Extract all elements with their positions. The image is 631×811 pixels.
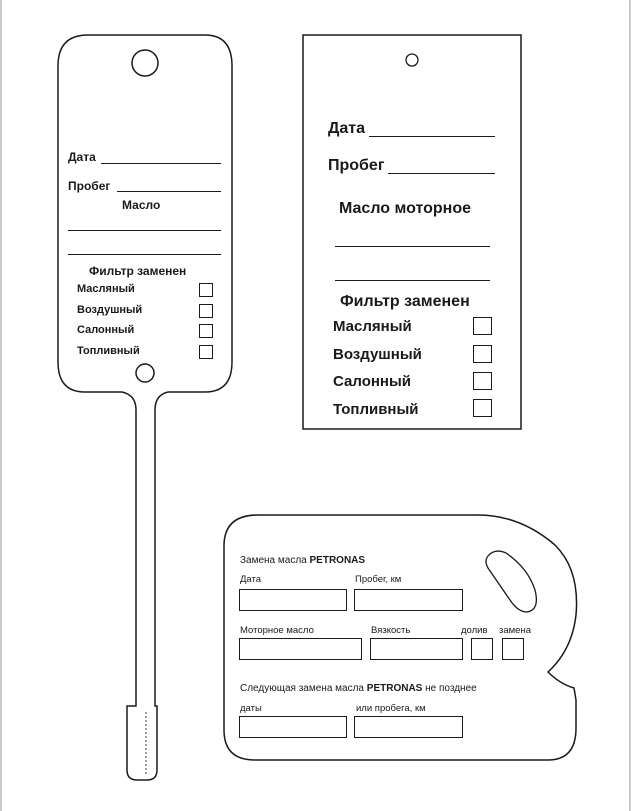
tag3-title-prefix: Замена масла	[240, 555, 307, 566]
tag1-filter-cabin-label: Салонный	[77, 324, 135, 336]
tag3-brand: PETRONAS	[309, 555, 366, 566]
tag3-title	[240, 556, 365, 566]
tag1-date-label: Дата	[68, 150, 96, 164]
tag1-filter-oil-label: Масляный	[77, 283, 135, 295]
tag2-filter-fuel-label: Топливный	[333, 401, 419, 418]
tag3-next-date-label: даты	[240, 703, 262, 714]
tag3-motor-oil-field[interactable]	[239, 638, 362, 660]
tag3-date-field[interactable]	[239, 589, 347, 611]
tag3-mileage-field[interactable]	[354, 589, 463, 611]
tag1-oil-line-1[interactable]	[68, 230, 221, 231]
tag1-mileage-line[interactable]	[117, 191, 221, 192]
tag3-next-title	[240, 684, 477, 694]
tag1-filter-air-label: Воздушный	[77, 304, 143, 316]
tag3-topup-label: долив	[461, 625, 488, 636]
tag3-next-mileage-label: или пробега, км	[356, 703, 426, 714]
tag2-filter-fuel-checkbox[interactable]	[473, 399, 492, 417]
tag1-filter-fuel-label: Топливный	[77, 345, 140, 357]
tag3-mileage-label: Пробег, км	[355, 574, 402, 585]
tag3-viscosity-label: Вязкость	[371, 625, 411, 636]
tag3-motor-oil-label: Моторное масло	[240, 625, 314, 636]
tag1-bottom-hole	[136, 364, 154, 382]
tag2-filter-title: Фильтр заменен	[340, 293, 470, 310]
tag1-top-hole	[132, 50, 158, 76]
tag3-date-label: Дата	[240, 574, 262, 585]
tag2-oil-line-1[interactable]	[335, 246, 490, 247]
tag2-mileage-line[interactable]	[388, 173, 495, 174]
tag2-outline	[303, 35, 521, 429]
tag2-filter-oil-checkbox[interactable]	[473, 317, 492, 335]
tag3-replace-label: замена	[499, 625, 531, 636]
tag1-filter-air-checkbox[interactable]	[199, 304, 213, 318]
tag2-hole	[406, 54, 418, 66]
tag3-replace-checkbox[interactable]	[502, 638, 524, 660]
tag1-filter-title: Фильтр заменен	[89, 264, 187, 278]
tag2-oil-line-2[interactable]	[335, 280, 490, 281]
tag2-oil-label: Масло моторное	[339, 200, 471, 217]
tag1-oil-label: Масло	[122, 198, 161, 212]
tag1-filter-oil-checkbox[interactable]	[199, 283, 213, 297]
tag2-filter-oil-label: Масляный	[333, 318, 412, 335]
tag3-next-brand: PETRONAS	[366, 683, 423, 694]
tag1-date-line[interactable]	[101, 163, 221, 164]
tag1-oil-line-2[interactable]	[68, 254, 221, 255]
tag3-viscosity-field[interactable]	[370, 638, 463, 660]
tag2-filter-cabin-label: Салонный	[333, 373, 412, 390]
tag2-date-line[interactable]	[369, 136, 495, 137]
tag3-topup-checkbox[interactable]	[471, 638, 493, 660]
tag3-next-prefix: Следующая замена масла	[240, 683, 364, 694]
tag1-filter-cabin-checkbox[interactable]	[199, 324, 213, 338]
tag3-next-mileage-field[interactable]	[354, 716, 463, 738]
tag2-filter-cabin-checkbox[interactable]	[473, 372, 492, 390]
tag2-filter-air-label: Воздушный	[333, 346, 422, 363]
tag2-date-label: Дата	[328, 120, 366, 137]
tag1-filter-fuel-checkbox[interactable]	[199, 345, 213, 359]
tag3-next-suffix: не позднее	[425, 683, 477, 694]
tag2-mileage-label: Пробег	[328, 157, 385, 174]
tag1-mileage-label: Пробег	[68, 179, 111, 193]
tag2-filter-air-checkbox[interactable]	[473, 345, 492, 363]
tag3-next-date-field[interactable]	[239, 716, 347, 738]
tag1-outline	[58, 35, 232, 780]
